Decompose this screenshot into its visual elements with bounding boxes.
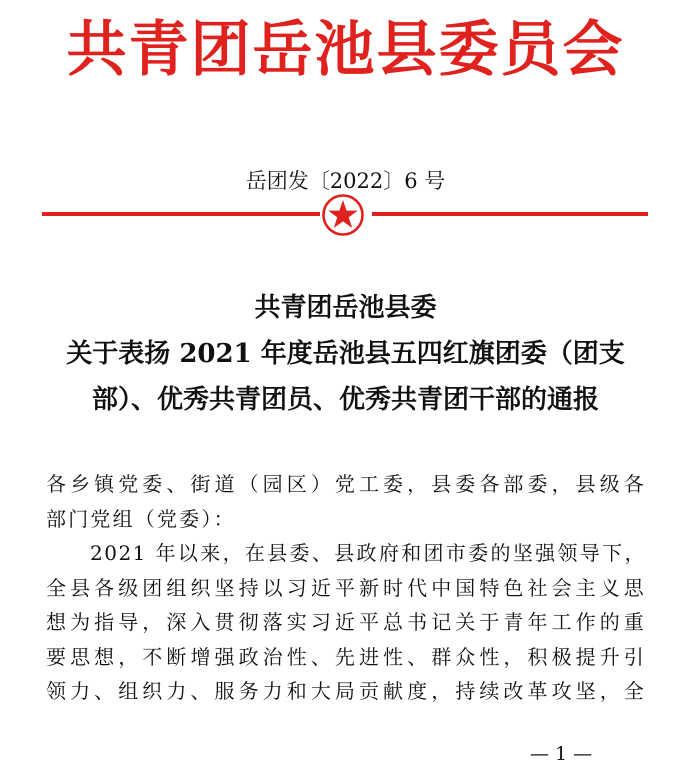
body-line: 各乡镇党委、街道（园区）党工委，县委各部委，县级各	[46, 472, 646, 496]
body-text	[46, 467, 646, 709]
document-number: 岳团发〔2022〕6 号	[245, 169, 446, 193]
page-number: — 1 —	[530, 743, 593, 765]
body-line: 全县各级团组织坚持以习近平新时代中国特色社会主义思	[46, 575, 646, 600]
red-star-icon	[321, 193, 365, 237]
red-divider-left	[42, 212, 320, 216]
notice-title	[0, 285, 691, 423]
red-divider-right	[372, 212, 648, 216]
org-header-title: 共青团岳池县委员会	[66, 15, 625, 85]
body-line: 部门党组（党委）：	[46, 506, 236, 531]
body-line: 2021 年以来，在县委、县政府和团市委的坚强领导下，	[90, 541, 646, 565]
body-line: 要思想，不断增强政治性、先进性、群众性，积极提升引	[46, 644, 646, 669]
title-line-2: 关于表扬 2021 年度岳池县五四红旗团委（团支	[66, 339, 625, 369]
body-line: 想为指导，深入贯彻落实习近平总书记关于青年工作的重	[46, 610, 646, 634]
title-line-3: 部）、优秀共青团员、优秀共青团干部的通报	[91, 385, 599, 415]
title-line-1: 共青团岳池县委	[254, 293, 437, 323]
star-shape	[328, 200, 358, 228]
body-line: 领力、组织力、服务力和大局贡献度，持续改革攻坚，全	[46, 679, 646, 703]
